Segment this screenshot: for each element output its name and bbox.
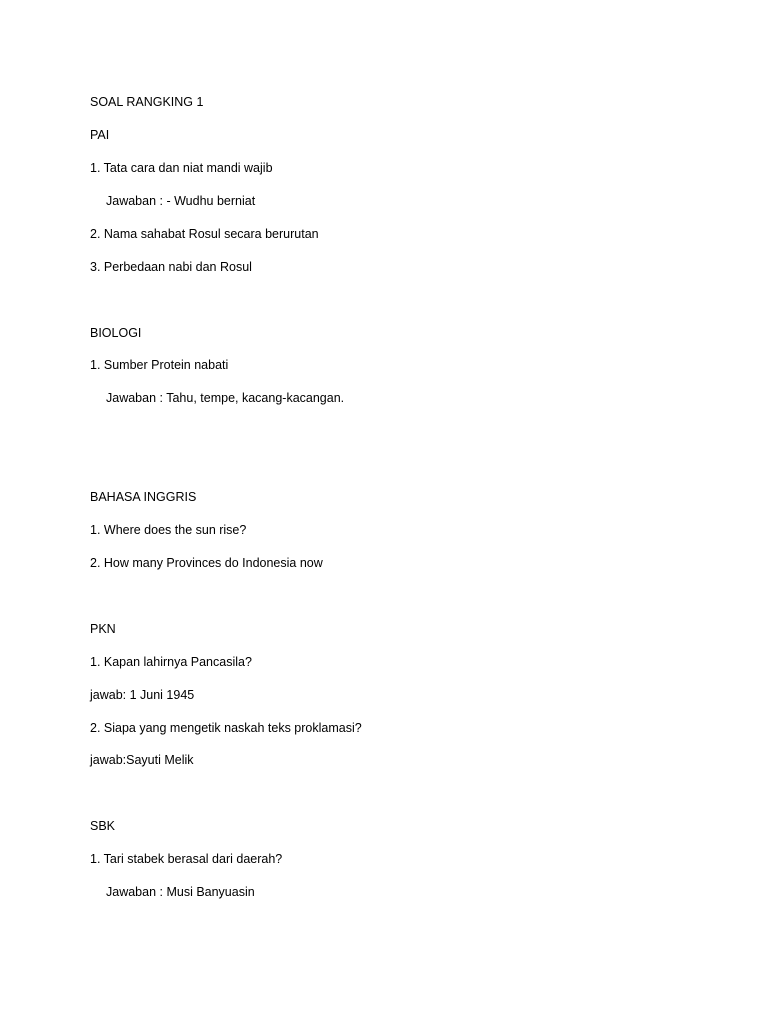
pai-answer-1: Jawaban : - Wudhu berniat [106, 194, 256, 208]
pkn-question-2: 2. Siapa yang mengetik naskah teks proklamasi? [90, 721, 362, 735]
bahasa-inggris-question-1: 1. Where does the sun rise? [90, 523, 247, 537]
biologi-answer-1: Jawaban : Tahu, tempe, kacang-kacangan. [106, 391, 345, 405]
section-heading-bahasa-inggris: BAHASA INGGRIS [90, 490, 197, 504]
bahasa-inggris-question-2: 2. How many Provinces do Indonesia now [90, 556, 323, 570]
pkn-answer-2: jawab:Sayuti Melik [90, 753, 194, 767]
section-heading-pai: PAI [90, 128, 110, 142]
sbk-answer-1: Jawaban : Musi Banyuasin [106, 885, 255, 899]
pkn-answer-1: jawab: 1 Juni 1945 [90, 688, 195, 702]
section-heading-sbk: SBK [90, 819, 116, 833]
pkn-question-1: 1. Kapan lahirnya Pancasila? [90, 655, 252, 669]
section-heading-biologi: BIOLOGI [90, 326, 142, 340]
pai-question-1: 1. Tata cara dan niat mandi wajib [90, 161, 273, 175]
sbk-question-1: 1. Tari stabek berasal dari daerah? [90, 852, 283, 866]
pai-question-2: 2. Nama sahabat Rosul secara berurutan [90, 227, 319, 241]
section-heading-pkn: PKN [90, 622, 116, 636]
document-title: SOAL RANGKING 1 [90, 95, 204, 109]
pai-question-3: 3. Perbedaan nabi dan Rosul [90, 260, 252, 274]
biologi-question-1: 1. Sumber Protein nabati [90, 358, 229, 372]
